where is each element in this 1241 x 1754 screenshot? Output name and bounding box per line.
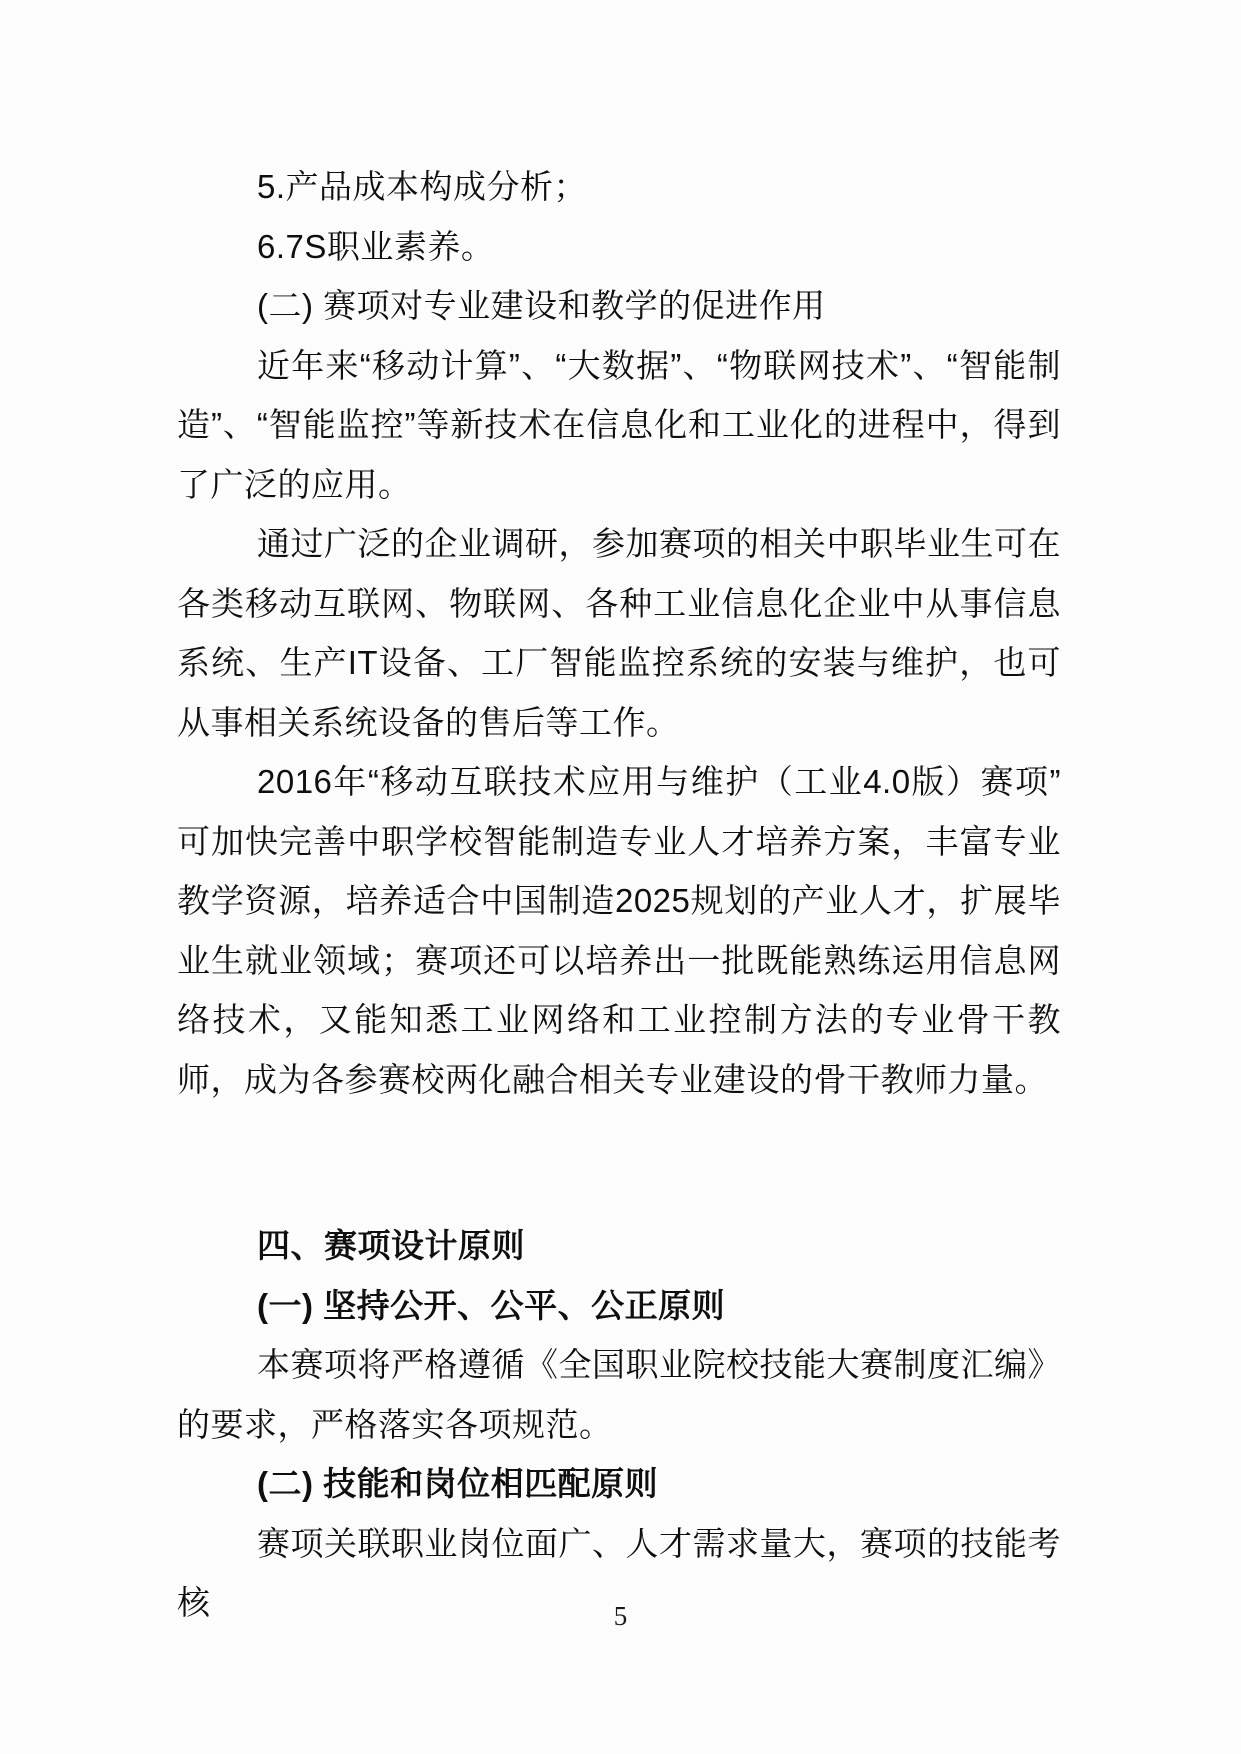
document-body — [177, 157, 1061, 1633]
paragraph-new-technologies: 近年来“移动计算”、“大数据”、“物联网技术”、“智能制造”、“智能监控”等新技术在信息化和工业化的进程中，得到了广泛的应用。 — [177, 346, 1061, 503]
subsection-title-promotion: (二) 赛项对专业建设和教学的促进作用 — [257, 287, 826, 324]
page-number: 5 — [613, 1601, 628, 1631]
paragraph-job-relevance: 赛项关联职业岗位面广、人才需求量大，赛项的技能考核 — [177, 1524, 1061, 1621]
paragraph-2016-event: 2016年“移动互联技术应用与维护（工业4.0版）赛项”可加快完善中职学校智能制造专业人才培养方案，丰富专业教学资源，培养适合中国制造2025规划的产业人才，扩展毕业生就业领域；赛项还可以培养出一批既能熟练运用信息网络技术，又能知悉工业网络和工业控制方法的专业骨干教师，成为各参赛校两化融合相关专业建设的骨干教师力量。 — [177, 763, 1061, 1098]
paragraph-rules-compliance: 本赛项将严格遵循《全国职业院校技能大赛制度汇编》的要求，严格落实各项规范。 — [177, 1346, 1061, 1443]
list-item-6: 6.7S职业素养。 — [257, 227, 495, 265]
page-footer — [0, 1596, 1241, 1636]
subheading-skill-position-match: (二) 技能和岗位相匹配原则 — [257, 1465, 659, 1502]
list-item-5: 5.产品成本构成分析； — [257, 168, 588, 205]
section-heading-design-principles: 四、赛项设计原则 — [257, 1227, 525, 1264]
paragraph-enterprise-research: 通过广泛的企业调研，参加赛项的相关中职毕业生可在各类移动互联网、物联网、各种工业信息化企业中从事信息系统、生产IT设备、工厂智能监控系统的安装与维护，也可从事相关系统设备的售后等工作。 — [177, 525, 1061, 741]
subheading-fairness-principle: (一) 坚持公开、公平、公正原则 — [257, 1286, 726, 1324]
